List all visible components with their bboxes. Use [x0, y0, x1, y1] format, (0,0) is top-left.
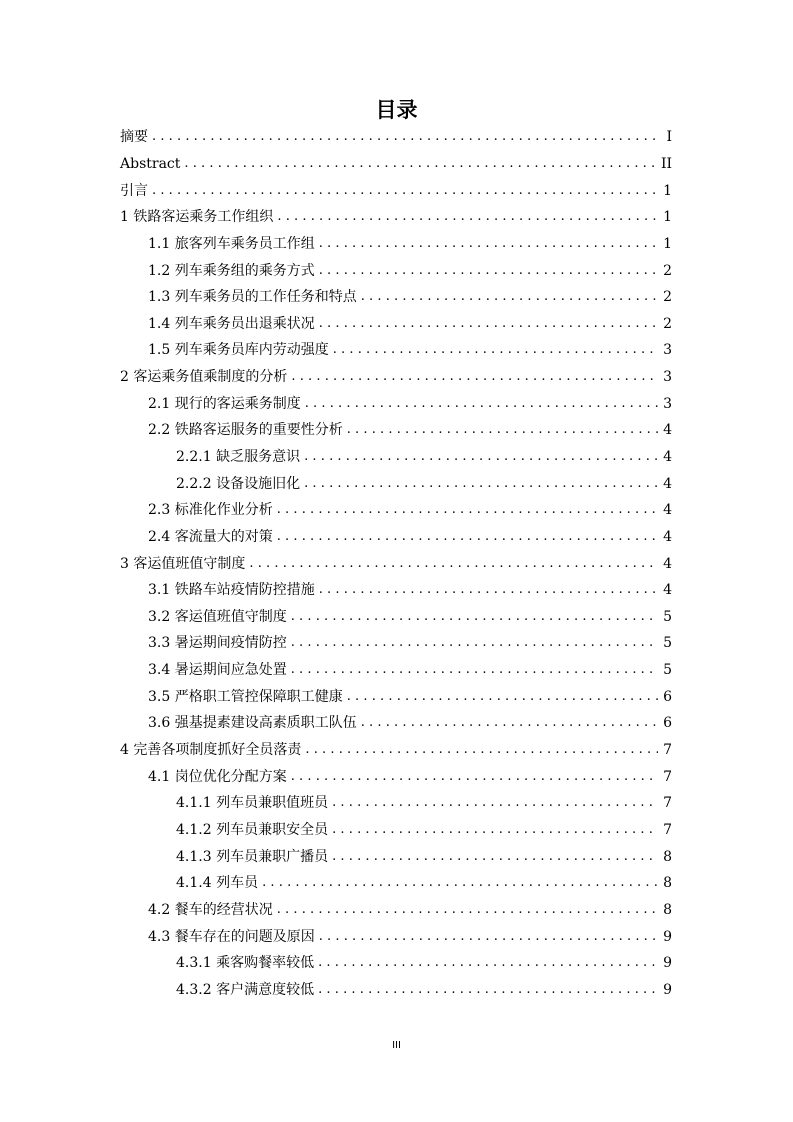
toc-entry[interactable]	[120, 417, 672, 444]
toc-entry-label: 1.2 列车乘务组的乘务方式	[148, 262, 315, 279]
dot-leader	[262, 874, 658, 892]
toc-entry[interactable]	[120, 790, 672, 817]
dot-leader	[291, 608, 658, 626]
toc-entry[interactable]	[120, 710, 672, 737]
page-number: III	[392, 1040, 401, 1051]
dot-leader	[319, 315, 658, 333]
toc-entry-label: 2.2 铁路客运服务的重要性分析	[148, 422, 343, 439]
toc-entry-page: 7	[663, 795, 672, 812]
dot-leader	[319, 262, 658, 280]
toc-entry-label: 4.3 餐车存在的问题及原因	[148, 928, 315, 945]
dot-leader	[304, 475, 658, 493]
toc-entry-label: 4.1.4 列车员	[176, 875, 259, 892]
dot-leader	[184, 155, 657, 173]
toc-entry[interactable]	[120, 897, 672, 924]
dot-leader	[291, 634, 658, 652]
toc-entry-page: 9	[663, 981, 672, 998]
dot-leader	[347, 688, 658, 706]
toc-entry-label: 4.1.3 列车员兼职广播员	[176, 848, 329, 865]
toc-entry[interactable]	[120, 470, 672, 497]
toc-entry-label: 2.2.2 设备设施旧化	[176, 475, 301, 492]
page-title: 目录	[375, 98, 418, 122]
toc-entry[interactable]	[120, 843, 672, 870]
toc-entry-page: 6	[663, 688, 672, 705]
toc-entry-label: 3.6 强基提素建设高素质职工队伍	[148, 715, 357, 732]
toc-entry[interactable]	[120, 284, 672, 311]
toc-entry[interactable]	[120, 977, 672, 1004]
toc-entry-page: 8	[663, 901, 672, 918]
toc-entry[interactable]	[120, 177, 672, 204]
dot-leader	[305, 395, 658, 413]
toc-entry[interactable]	[120, 683, 672, 710]
toc-entry-label: 4 完善各项制度抓好全员落责	[120, 742, 302, 759]
toc-entry-page: 8	[663, 875, 672, 892]
toc-entry[interactable]	[120, 337, 672, 364]
toc-entry-label: 3.4 暑运期间应急处置	[148, 662, 287, 679]
toc-entry-page: 9	[663, 928, 672, 945]
toc-entry-label: 1.4 列车乘务员出退乘状况	[148, 315, 315, 332]
toc-entry-label: 引言	[120, 182, 148, 199]
toc-entry-page: 7	[663, 742, 672, 759]
toc-entry-label: 4.3.1 乘客购餐率较低	[176, 955, 315, 972]
toc-entry-page: 8	[663, 848, 672, 865]
dot-leader	[332, 821, 658, 839]
toc-entry[interactable]	[120, 550, 672, 577]
toc-entry-page: 4	[663, 475, 672, 492]
toc-entry-label: 1.1 旅客列车乘务员工作组	[148, 235, 315, 252]
toc-entry-label: 2.1 现行的客运乘务制度	[148, 395, 301, 412]
toc-entry[interactable]	[120, 604, 672, 631]
toc-entry-label: 1 铁路客运乘务工作组织	[120, 209, 274, 226]
toc-entry-page: II	[660, 155, 672, 172]
dot-leader	[304, 448, 658, 466]
toc-entry-page: 2	[663, 289, 672, 306]
toc-entry-label: 2 客运乘务值乘制度的分析	[120, 369, 288, 386]
dot-leader	[305, 741, 658, 759]
toc-entry[interactable]	[120, 923, 672, 950]
toc-entry-label: 2.2.1 缺乏服务意识	[176, 449, 301, 465]
dot-leader	[361, 288, 658, 306]
toc-entry-label: 1.3 列车乘务员的工作任务和特点	[148, 289, 357, 306]
toc-entry[interactable]	[120, 231, 672, 258]
toc-entry[interactable]	[120, 364, 672, 391]
toc-entry[interactable]	[120, 124, 672, 151]
dot-leader	[152, 128, 658, 146]
toc-entry[interactable]	[120, 763, 672, 790]
toc-entry-page: 9	[663, 955, 672, 972]
toc-entry-page: 5	[663, 635, 672, 652]
dot-leader	[318, 981, 658, 999]
dot-leader	[249, 555, 658, 573]
dot-leader	[332, 794, 658, 812]
toc-entry-page: 4	[663, 582, 672, 599]
dot-leader	[277, 501, 658, 519]
toc-entry-page: 4	[663, 528, 672, 545]
toc-entry[interactable]	[120, 524, 672, 551]
toc-entry-page: 3	[663, 369, 672, 386]
toc-entry-label: 2.4 客流量大的对策	[148, 528, 273, 545]
toc-entry-page: 3	[663, 395, 672, 412]
toc-entry-page: 1	[663, 209, 672, 226]
toc-entry[interactable]	[120, 870, 672, 897]
toc-entry-label: 3 客运值班值守制度	[120, 555, 246, 572]
toc-entry-page: 7	[663, 821, 672, 838]
toc-entry-label: 4.1.2 列车员兼职安全员	[176, 821, 329, 838]
dot-leader	[319, 581, 658, 599]
toc-entry-page: 2	[663, 262, 672, 279]
toc-entry-page: 4	[663, 449, 672, 465]
dot-leader	[152, 182, 658, 200]
toc-entry-page: 4	[663, 422, 672, 439]
toc-entry[interactable]	[120, 390, 672, 417]
toc-entry-page: 1	[663, 182, 672, 199]
toc-entry[interactable]	[120, 204, 672, 231]
dot-leader	[333, 341, 658, 359]
toc-entry-page: 6	[663, 715, 672, 732]
toc-entry-label: 3.2 客运值班值守制度	[148, 608, 287, 625]
toc-entry-page: 7	[663, 768, 672, 785]
table-of-contents	[120, 124, 672, 1003]
toc-entry-page: 1	[663, 235, 672, 252]
toc-entry[interactable]	[120, 950, 672, 977]
dot-leader	[347, 421, 658, 439]
dot-leader	[319, 928, 658, 946]
toc-entry[interactable]	[120, 657, 672, 684]
toc-entry[interactable]	[120, 151, 672, 178]
toc-entry-label: 3.5 严格职工管控保障职工健康	[148, 688, 343, 705]
dot-leader	[277, 901, 658, 919]
dot-leader	[332, 848, 658, 866]
dot-leader	[319, 235, 658, 253]
dot-leader	[291, 661, 658, 679]
toc-entry-page: 5	[663, 608, 672, 625]
toc-entry-label: 4.3.2 客户满意度较低	[176, 981, 315, 998]
dot-leader	[291, 368, 658, 386]
toc-entry-label: 摘要	[120, 129, 148, 146]
toc-entry-page: I	[666, 129, 672, 146]
toc-entry-label: 4.1.1 列车员兼职值班员	[176, 795, 329, 812]
dot-leader	[277, 208, 658, 226]
dot-leader	[318, 954, 658, 972]
toc-entry-page: 5	[663, 662, 672, 679]
toc-entry[interactable]	[120, 310, 672, 337]
toc-entry[interactable]	[120, 444, 672, 471]
toc-entry-label: 1.5 列车乘务员库内劳动强度	[148, 342, 329, 359]
dot-leader	[291, 768, 658, 786]
toc-entry[interactable]	[120, 577, 672, 604]
dot-leader	[361, 714, 658, 732]
toc-entry[interactable]	[120, 497, 672, 524]
toc-entry-page: 2	[663, 315, 672, 332]
toc-entry[interactable]	[120, 630, 672, 657]
toc-entry-label: 2.3 标准化作业分析	[148, 502, 273, 519]
toc-entry-page: 3	[663, 342, 672, 359]
toc-entry-label: Abstract	[120, 155, 181, 172]
toc-entry-page: 4	[663, 502, 672, 519]
toc-entry-label: 4.2 餐车的经营状况	[148, 901, 273, 918]
toc-entry[interactable]	[120, 817, 672, 844]
toc-entry-label: 3.1 铁路车站疫情防控措施	[148, 582, 315, 599]
toc-entry[interactable]	[120, 257, 672, 284]
toc-entry-label: 4.1 岗位优化分配方案	[148, 768, 287, 785]
toc-entry[interactable]	[120, 737, 672, 764]
dot-leader	[277, 528, 658, 546]
toc-entry-label: 3.3 暑运期间疫情防控	[148, 635, 287, 652]
toc-entry-page: 4	[663, 555, 672, 572]
